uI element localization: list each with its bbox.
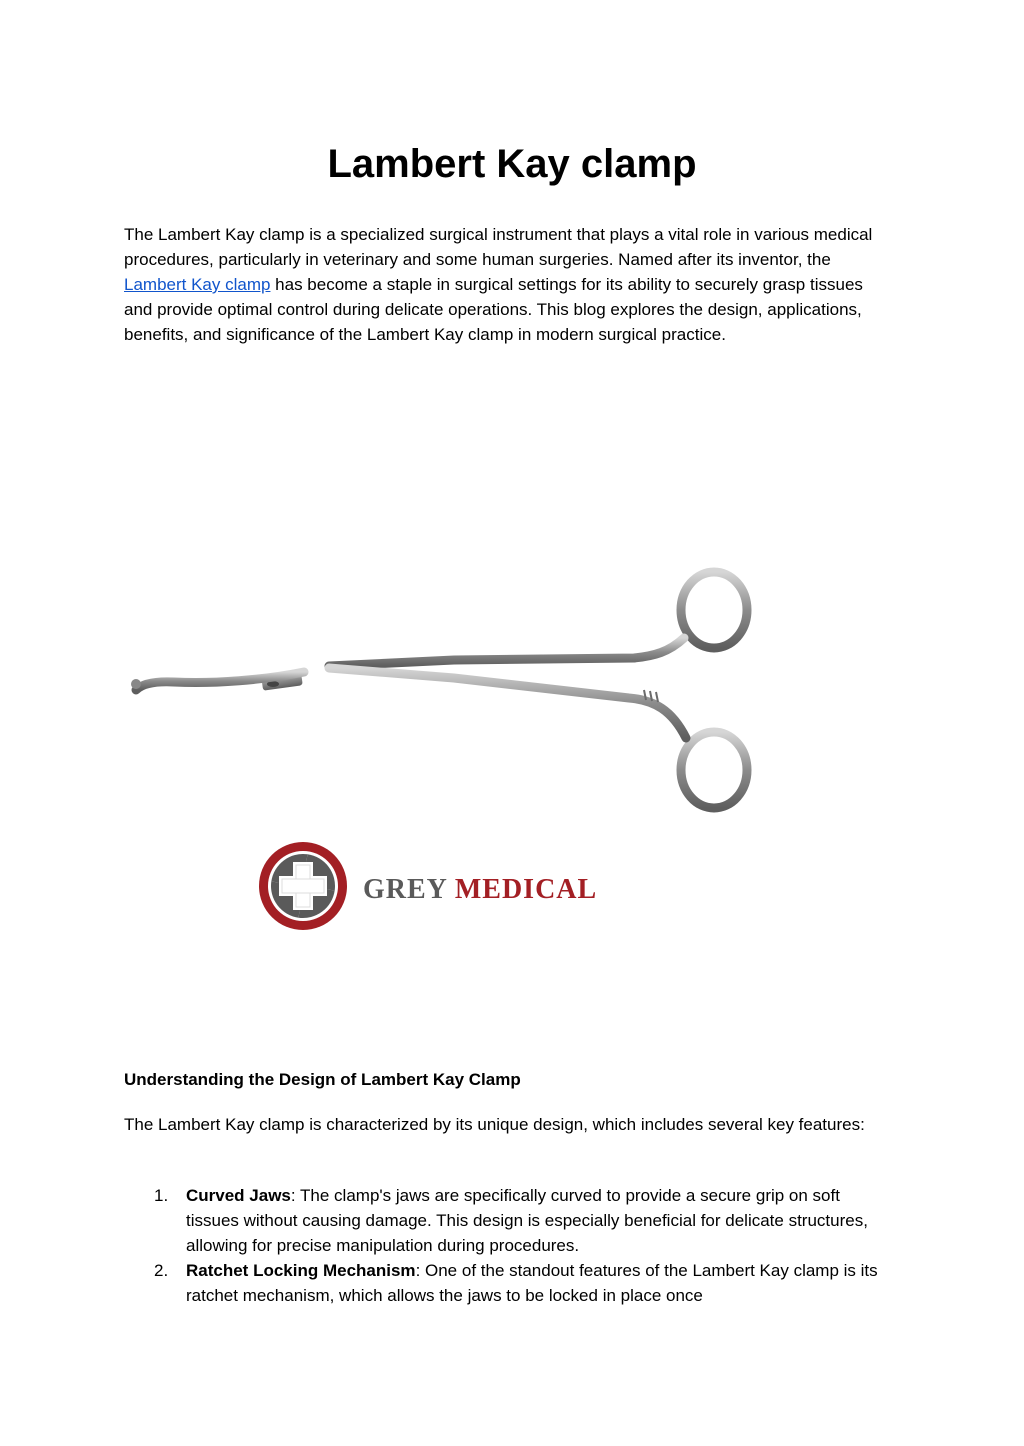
intro-text-before-link: The Lambert Kay clamp is a specialized surgical instrument that plays a vital role in various medical procedures, particularly in veterinary and some human surgeries. Named after its inventor, the — [124, 225, 873, 269]
list-item — [124, 1183, 894, 1258]
grey-medical-logo — [255, 838, 635, 934]
page-title: Lambert Kay clamp — [327, 142, 697, 186]
list-item — [124, 1258, 894, 1308]
section-heading: Understanding the Design of Lambert Kay Clamp — [124, 1070, 521, 1089]
list-number: 1. — [154, 1186, 169, 1205]
section-intro-paragraph: The Lambert Kay clamp is characterized by its unique design, which includes several key features: — [124, 1115, 865, 1134]
logo-word-medical: MEDICAL — [454, 874, 598, 905]
grey-medical-wordmark — [363, 874, 597, 905]
feature-term: Ratchet Locking Mechanism — [186, 1261, 416, 1280]
intro-text-after-link: has become a staple in surgical settings for its ability to securely grasp tissues and provide optimal control during delicate operations. This blog explores the design, applications, benefits, and significance of the Lambert Kay clamp in modern surgical practice. — [124, 275, 863, 344]
feature-text: : The clamp's jaws are specifically curved to provide a secure grip on soft tissues without causing damage. This design is especially beneficial for delicate structures, allowing for precise manipulation during procedures. — [186, 1186, 868, 1255]
feature-term: Curved Jaws — [186, 1186, 291, 1205]
lambert-kay-clamp-image — [124, 560, 764, 820]
lambert-kay-clamp-link[interactable]: Lambert Kay clamp — [124, 275, 271, 294]
features-list — [124, 1183, 894, 1308]
list-number: 2. — [154, 1261, 169, 1280]
logo-word-grey: GREY — [363, 874, 455, 905]
grey-medical-emblem — [259, 842, 347, 930]
feature-text: : One of the standout features of the Lambert Kay clamp is its ratchet mechanism, which allows the jaws to be locked in place once — [186, 1261, 878, 1305]
intro-paragraph — [124, 222, 894, 347]
